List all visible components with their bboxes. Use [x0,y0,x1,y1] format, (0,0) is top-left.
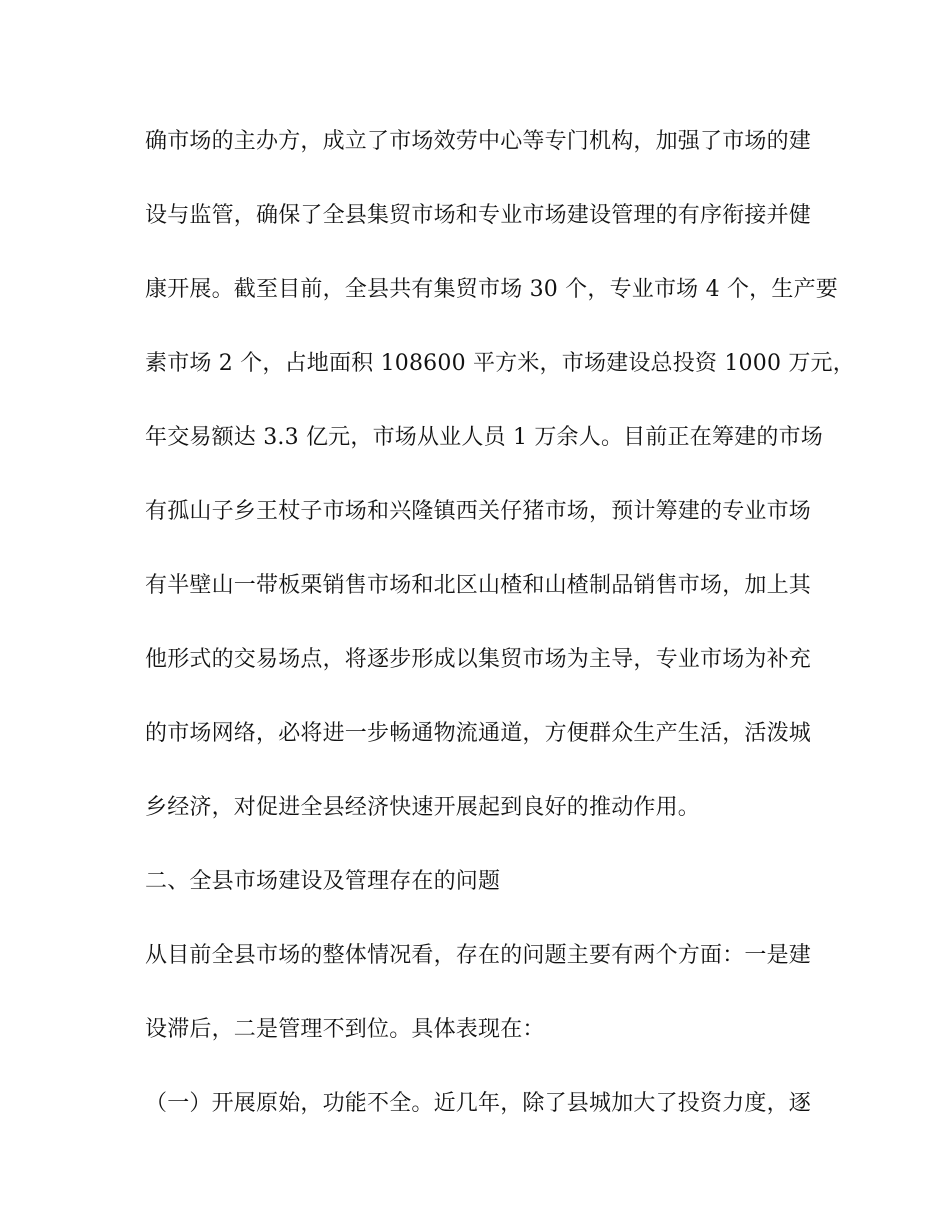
text-line: 确市场的主办方，成立了市场效劳中心等专门机构，加强了市场的建 [145,129,812,154]
text-line: 设滞后，二是管理不到位。具体表现在： [145,1017,545,1042]
text-line: 有孤山子乡王杖子市场和兴隆镇西关仔猪市场，预计筹建的专业市场 [145,499,812,524]
text-line: 的市场网络，必将进一步畅通物流通道，方便群众生产生活，活泼城 [145,721,812,746]
text-line: 有半壁山一带板栗销售市场和北区山楂和山楂制品销售市场，加上其 [145,573,812,598]
text-line: 从目前全县市场的整体情况看，存在的问题主要有两个方面：一是建 [145,943,812,968]
section-heading: 二、全县市场建设及管理存在的问题 [145,869,501,894]
text-line: 康开展。截至目前，全县共有集贸市场 30 个，专业市场 4 个，生产要 [145,277,838,302]
subsection-line: （一）开展原始，功能不全。近几年，除了县城加大了投资力度，逐 [145,1091,812,1116]
text-line: 设与监管，确保了全县集贸市场和专业市场建设管理的有序衔接并健 [145,203,812,228]
text-line: 年交易额达 3.3 亿元，市场从业人员 1 万余人。目前正在筹建的市场 [145,425,823,450]
text-line: 素市场 2 个，占地面积 108600 平方米，市场建设总投资 1000 万元， [145,351,855,376]
text-line: 他形式的交易场点，将逐步形成以集贸市场为主导，专业市场为补充 [145,647,812,672]
text-line: 乡经济，对促进全县经济快速开展起到良好的推动作用。 [145,795,701,820]
